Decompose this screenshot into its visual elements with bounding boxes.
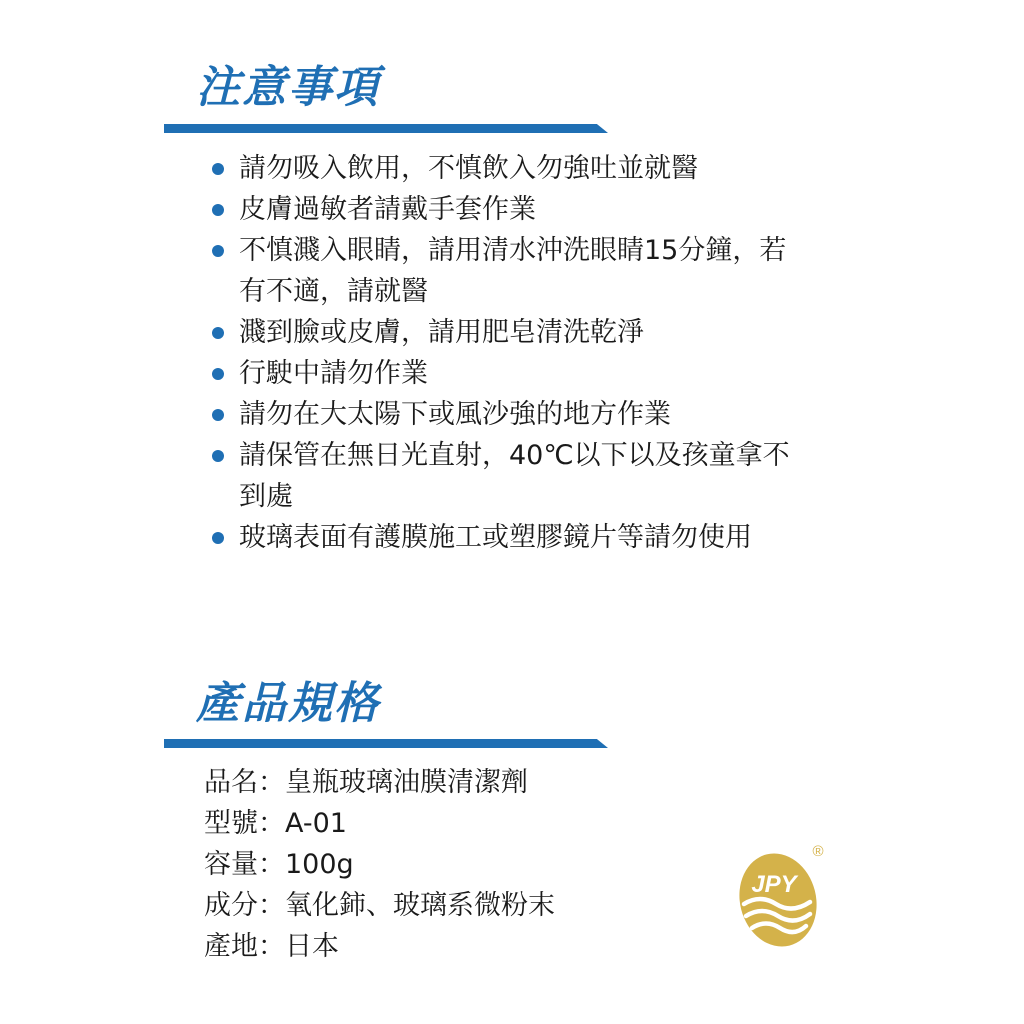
spec-title-underline	[164, 739, 608, 748]
spec-row-name	[204, 762, 555, 803]
bullet-icon	[212, 327, 224, 339]
notice-item	[212, 394, 852, 435]
bullet-icon	[212, 163, 224, 175]
registered-mark-icon: ®	[812, 843, 824, 860]
spec-value: 皇瓶玻璃油膜清潔劑	[285, 767, 528, 798]
spec-row-model	[204, 803, 555, 844]
notice-item	[212, 435, 852, 517]
spec-row-capacity	[204, 844, 555, 885]
bullet-icon	[212, 204, 224, 216]
logo-text: JPY	[751, 871, 797, 898]
notice-item	[212, 353, 852, 394]
notice-item	[212, 517, 852, 558]
spec-label: 品名：	[204, 767, 285, 798]
notice-item-text: 請勿吸入飲用，不慎飲入勿強吐並就醫	[239, 153, 698, 184]
spec-list	[204, 762, 555, 967]
notice-item	[212, 189, 852, 230]
notice-title: 注意事項	[196, 62, 380, 113]
spec-label: 產地：	[204, 931, 285, 962]
notice-list	[212, 148, 852, 558]
notice-item-text: 濺到臉或皮膚，請用肥皂清洗乾淨	[239, 317, 644, 348]
spec-row-ingredients	[204, 885, 555, 926]
bullet-icon	[212, 368, 224, 380]
notice-item	[212, 230, 852, 312]
notice-item-text: 請保管在無日光直射，40℃以下以及孩童拿不	[239, 440, 790, 471]
bullet-icon	[212, 245, 224, 257]
spec-value: 日本	[285, 931, 339, 962]
jpy-logo	[730, 838, 830, 950]
notice-title-underline	[164, 124, 608, 133]
bullet-icon	[212, 450, 224, 462]
bullet-icon	[212, 409, 224, 421]
notice-item-text: 不慎濺入眼睛，請用清水沖洗眼睛15分鐘，若	[239, 235, 787, 266]
notice-item-text: 請勿在大太陽下或風沙強的地方作業	[239, 399, 671, 430]
spec-label: 成分：	[204, 890, 285, 921]
bullet-icon	[212, 532, 224, 544]
spec-label: 容量：	[204, 849, 285, 880]
spec-label: 型號：	[204, 808, 285, 839]
spec-value: A-01	[285, 808, 347, 839]
notice-item-text-continued: 有不適，請就醫	[239, 276, 428, 307]
notice-item-text: 玻璃表面有護膜施工或塑膠鏡片等請勿使用	[239, 522, 752, 553]
notice-item	[212, 312, 852, 353]
spec-value: 氧化鈰、玻璃系微粉末	[285, 890, 555, 921]
notice-item	[212, 148, 852, 189]
notice-item-text: 皮膚過敏者請戴手套作業	[239, 194, 536, 225]
notice-item-text: 行駛中請勿作業	[239, 358, 428, 389]
spec-value: 100g	[285, 849, 354, 880]
notice-item-text-continued: 到處	[239, 481, 293, 512]
spec-title: 產品規格	[196, 678, 380, 729]
spec-row-origin	[204, 926, 555, 967]
